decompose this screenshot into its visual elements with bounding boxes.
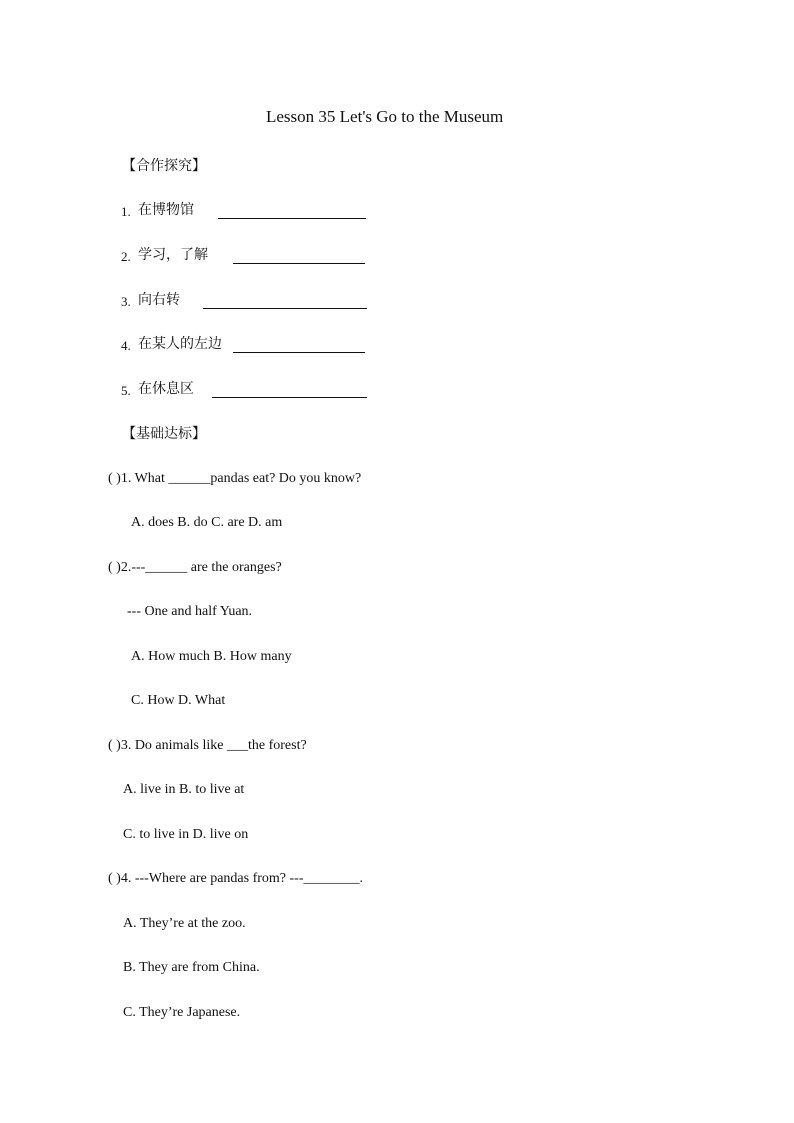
answer-blank[interactable] xyxy=(212,397,367,398)
item-chinese-phrase: 在休息区 xyxy=(138,381,194,397)
answer-options: A. How much B. How many xyxy=(131,649,292,664)
item-chinese-phrase: 在博物馆 xyxy=(138,202,194,218)
answer-options: A. does B. do C. are D. am xyxy=(131,515,283,530)
item-number: 2. xyxy=(121,249,131,264)
answer-blank[interactable] xyxy=(233,263,365,264)
item-chinese-phrase: 学习，了解 xyxy=(138,247,208,263)
answer-blank[interactable] xyxy=(233,352,365,353)
question-stem: ( )1. What ______pandas eat? Do you know? xyxy=(108,471,362,486)
question-stem: ( )4. ---Where are pandas from? ---________. xyxy=(108,871,363,886)
answer-blank[interactable] xyxy=(203,308,367,309)
answer-options: A. live in B. to live at xyxy=(123,782,245,797)
item-chinese-phrase: 在某人的左边 xyxy=(138,336,222,352)
answer-blank[interactable] xyxy=(218,218,366,219)
item-number: 4. xyxy=(121,338,131,353)
answer-options: C. How D. What xyxy=(131,693,226,708)
answer-option: B. They are from China. xyxy=(123,960,260,975)
question-stem: ( )2.---______ are the oranges? xyxy=(108,560,282,575)
item-number: 1. xyxy=(121,204,131,219)
answer-option: A. They’re at the zoo. xyxy=(123,916,246,931)
lesson-title: Lesson 35 Let's Go to the Museum xyxy=(266,107,504,126)
dialogue-line: --- One and half Yuan. xyxy=(127,604,253,619)
question-stem: ( )3. Do animals like ___the forest? xyxy=(108,738,307,753)
answer-option: C. They’re Japanese. xyxy=(123,1005,241,1020)
item-chinese-phrase: 向右转 xyxy=(138,292,180,308)
item-number: 3. xyxy=(121,294,131,309)
section-heading-cooperative-exploration: 【合作探究】 xyxy=(122,158,206,174)
section-heading-basic-standards: 【基础达标】 xyxy=(122,426,206,442)
answer-options: C. to live in D. live on xyxy=(123,827,249,842)
item-number: 5. xyxy=(121,383,131,398)
